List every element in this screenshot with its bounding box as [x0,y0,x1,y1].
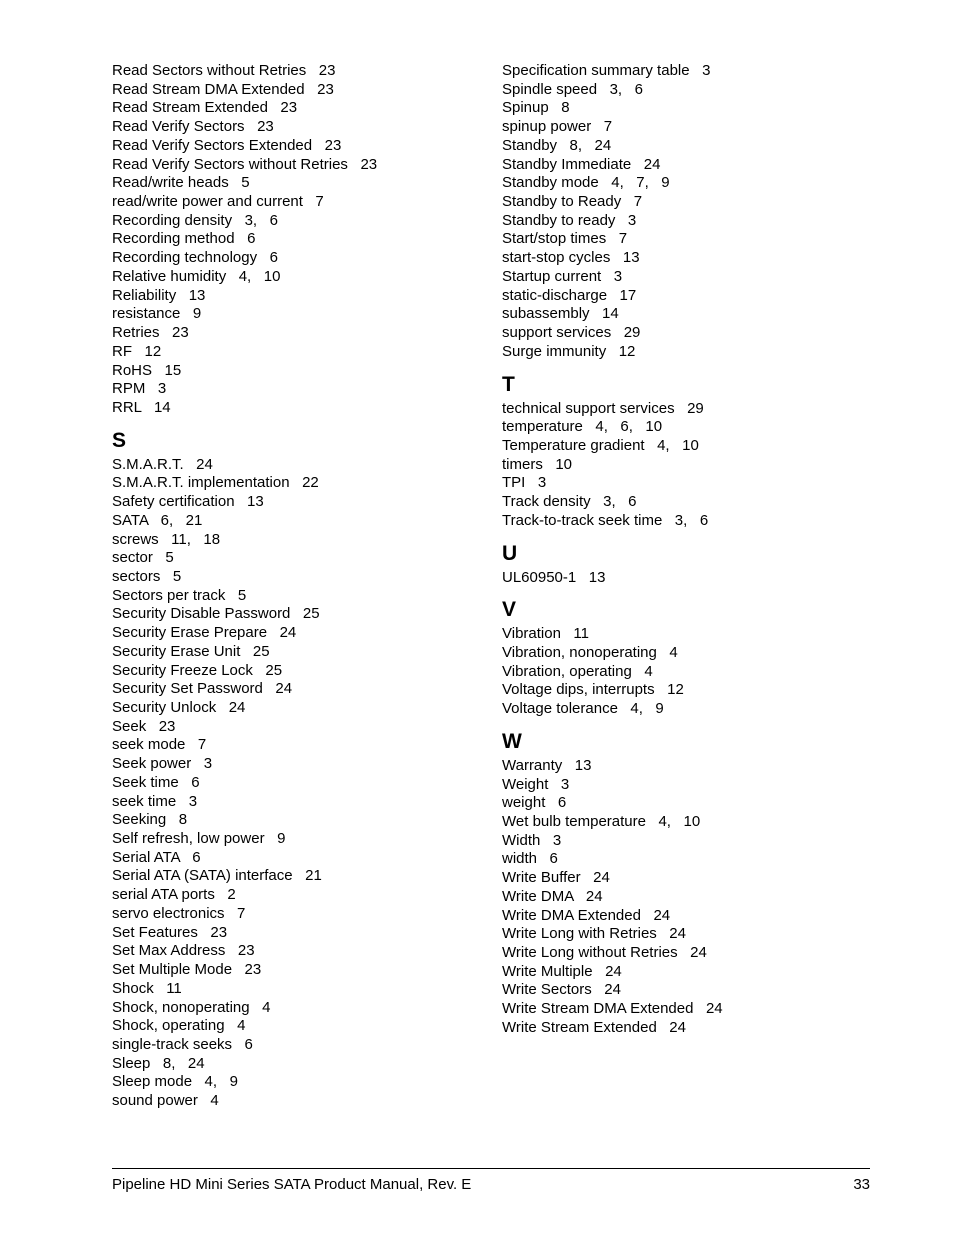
index-entry: Vibration, operating 4 [502,662,653,680]
index-entry: Seek 23 [112,717,176,735]
index-entry: Write Multiple 24 [502,962,622,980]
index-entry: RPM 3 [112,380,167,398]
index-entry: Write Stream DMA Extended 24 [502,1000,723,1018]
index-entry: temperature 4, 6, 10 [502,418,663,436]
index-entry: Write Buffer 24 [502,869,610,887]
index-entry: support services 29 [502,324,641,342]
index-entry: read/write power and current 7 [112,193,324,211]
index-entry: spinup power 7 [502,118,613,136]
index-entry: Temperature gradient 4, 10 [502,436,699,454]
index-entry: Read Stream Extended 23 [112,99,298,117]
index-entry: Serial ATA 6 [112,848,201,866]
index-entry: Standby to ready 3 [502,211,637,229]
index-entry: Set Features 23 [112,923,228,941]
index-entry: Sleep mode 4, 9 [112,1073,238,1091]
index-entry: Standby to Ready 7 [502,193,643,211]
index-entry: Safety certification 13 [112,493,264,511]
index-column-left [112,62,492,1111]
index-entry: sound power 4 [112,1092,219,1110]
footer-page-number: 33 [853,1176,870,1193]
index-entry: Security Set Password 24 [112,680,293,698]
index-entry: start-stop cycles 13 [502,249,640,267]
index-column-right [502,62,882,1038]
index-entry: Self refresh, low power 9 [112,830,286,848]
index-entry: screws 11, 18 [112,530,221,548]
index-entry: RoHS 15 [112,361,182,379]
index-entry: sector 5 [112,549,174,567]
index-entry: timers 10 [502,455,573,473]
index-entry: Serial ATA (SATA) interface 21 [112,867,322,885]
index-entry: Width 3 [502,831,562,849]
index-entry: Sectors per track 5 [112,586,247,604]
index-entry: Shock 11 [112,979,182,997]
index-entry: Security Disable Password 25 [112,605,320,623]
index-entry: SATA 6, 21 [112,511,203,529]
index-entry: Track-to-track seek time 3, 6 [502,511,709,529]
index-entry: Voltage dips, interrupts 12 [502,681,684,699]
index-entry: seek time 3 [112,792,198,810]
index-entry: Recording method 6 [112,230,256,248]
index-entry: width 6 [502,850,558,868]
index-entry: Write Long without Retries 24 [502,944,707,962]
index-section-letter: W [502,729,522,753]
index-entry: Wet bulb temperature 4, 10 [502,813,701,830]
index-entry: Surge immunity 12 [502,342,636,360]
index-entry: Read Verify Sectors 23 [112,118,274,136]
index-entry: Write Stream Extended 24 [502,1018,686,1036]
index-entry: Warranty 13 [502,756,592,774]
index-entry: S.M.A.R.T. implementation 22 [112,474,319,492]
index-entry: Voltage tolerance 4, 9 [502,700,664,718]
index-entry: Standby 8, 24 [502,136,612,154]
index-entry: Vibration, nonoperating 4 [502,643,678,661]
index-entry: Security Erase Unit 25 [112,642,270,660]
index-entry: Relative humidity 4, 10 [112,267,281,285]
index-entry: Shock, operating 4 [112,1017,246,1035]
index-entry: subassembly 14 [502,305,619,323]
index-entry: serial ATA ports 2 [112,886,236,904]
index-entry: Seeking 8 [112,811,188,829]
index-entry: Specification summary table 3 [502,62,711,79]
index-entry: Spinup 8 [502,99,570,117]
index-entry: weight 6 [502,794,567,812]
index-entry: Standby Immediate 24 [502,155,661,173]
index-section-letter: U [502,541,518,565]
index-entry: Recording density 3, 6 [112,211,278,229]
index-entry: Security Unlock 24 [112,699,246,716]
index-entry: Start/stop times 7 [502,230,628,248]
index-entry: Write DMA 24 [502,887,603,905]
index-entry: resistance 9 [112,305,202,323]
index-entry: Retries 23 [112,324,189,342]
index-entry: Seek time 6 [112,773,200,791]
index-entry: Weight 3 [502,775,570,793]
footer-divider [112,1168,870,1169]
index-entry: Read Stream DMA Extended 23 [112,80,334,98]
index-entry: Write Sectors 24 [502,981,621,999]
index-entry: Write DMA Extended 24 [502,906,671,924]
index-entry: Recording technology 6 [112,249,278,267]
index-entry: Shock, nonoperating 4 [112,998,271,1016]
index-section-letter: T [502,372,515,396]
index-entry: Vibration 11 [502,625,590,643]
index-section-letter: S [112,428,127,452]
index-entry: Write Long with Retries 24 [502,925,686,943]
index-entry: RRL 14 [112,398,171,416]
index-entry: Startup current 3 [502,267,623,285]
index-entry: S.M.A.R.T. 24 [112,455,213,473]
index-entry: Security Erase Prepare 24 [112,624,297,642]
index-entry: Read Verify Sectors Extended 23 [112,136,342,154]
index-entry: Read Verify Sectors without Retries 23 [112,155,378,173]
index-entry: Standby mode 4, 7, 9 [502,174,670,192]
index-entry: UL60950-1 13 [502,568,606,586]
index-entry: RF 12 [112,342,162,360]
index-entry: single-track seeks 6 [112,1035,253,1053]
index-entry: Set Max Address 23 [112,942,255,960]
index-entry: Read/write heads 5 [112,174,250,192]
index-entry: technical support services 29 [502,399,704,417]
index-entry: Track density 3, 6 [502,493,637,511]
index-entry: seek mode 7 [112,736,207,754]
index-entry: TPI 3 [502,474,547,492]
index-entry: servo electronics 7 [112,904,246,922]
index-entry: Sleep 8, 24 [112,1054,205,1072]
index-entry: sectors 5 [112,567,182,585]
index-entry: Reliability 13 [112,286,206,304]
index-entry: Seek power 3 [112,755,213,773]
index-entry: Spindle speed 3, 6 [502,80,643,98]
index-section-letter: V [502,598,517,622]
footer-document-title: Pipeline HD Mini Series SATA Product Manual, Rev. E [112,1176,472,1193]
index-entry: Read Sectors without Retries 23 [112,62,336,79]
index-entry: static-discharge 17 [502,286,637,304]
index-entry: Security Freeze Lock 25 [112,661,283,679]
index-entry: Set Multiple Mode 23 [112,961,262,979]
